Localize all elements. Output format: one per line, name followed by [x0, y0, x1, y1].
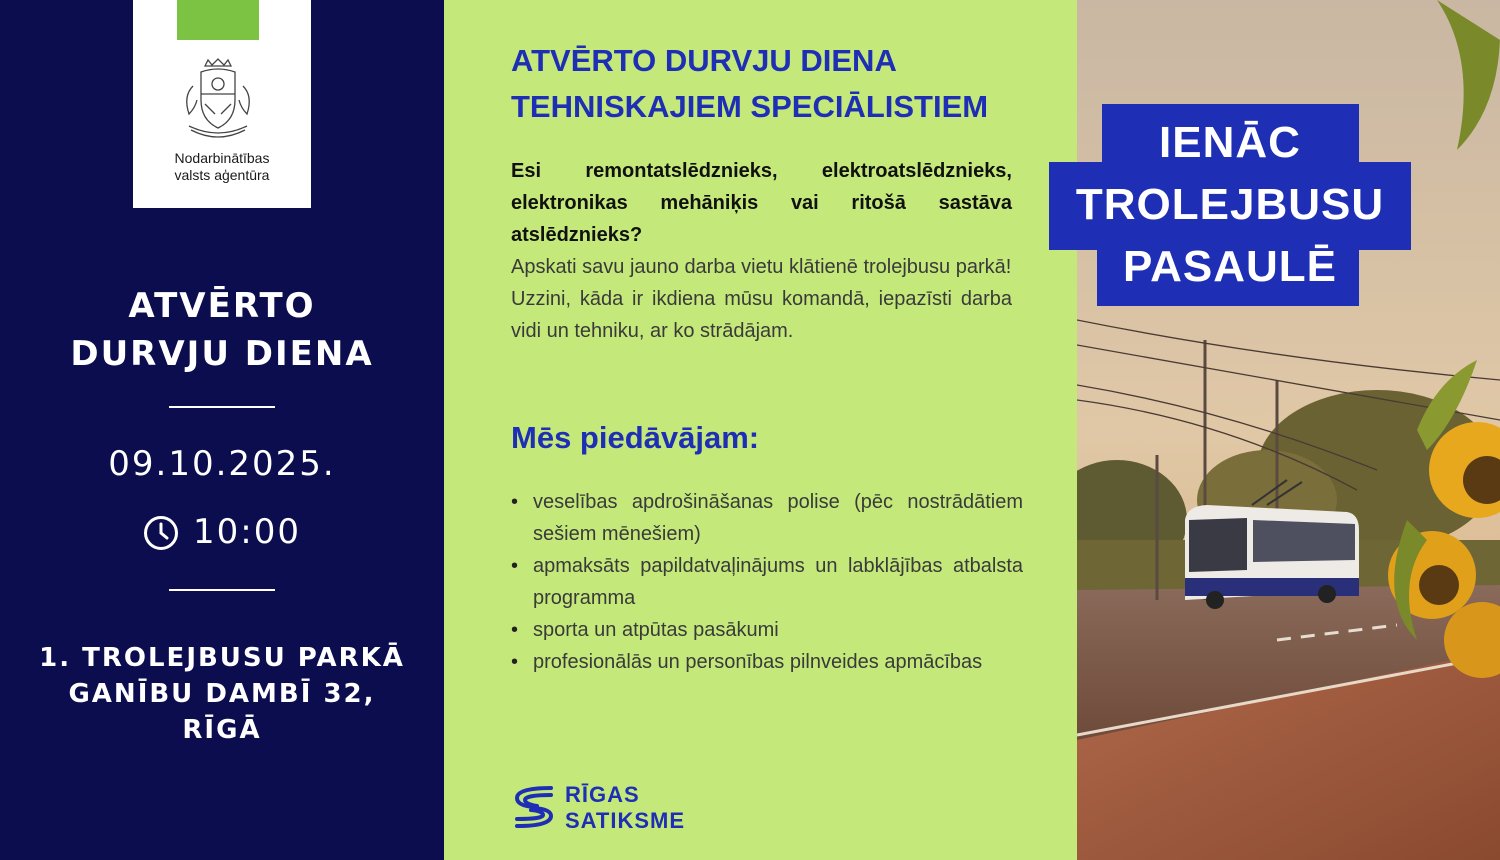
main-heading-line2: TEHNISKAJIEM SPECIĀLISTIEM: [511, 89, 989, 124]
description: [511, 155, 1012, 347]
company-logo: [511, 780, 711, 836]
description-paragraph-2: Uzzini, kāda ir ikdiena mūsu komandā, iepazīsti darba vidi un tehniku, ar ko strādājam.: [511, 288, 1012, 342]
banner-line3: PASAULĒ: [1123, 242, 1337, 291]
agency-logo: [133, 0, 311, 208]
logo-green-bar: [177, 0, 259, 40]
event-title-line1: ATVĒRTO: [128, 286, 316, 326]
company-name-line2: SATIKSME: [565, 808, 686, 833]
list-item: • sporta un atpūtas pasākumi: [511, 614, 1023, 646]
agency-name-line2: valsts aģentūra: [174, 167, 270, 183]
main-heading: [511, 38, 1071, 130]
event-time: [0, 512, 444, 552]
event-title-line2: DURVJU DIENA: [70, 334, 374, 374]
banner-text: [1049, 112, 1411, 298]
main-heading-line1: ATVĒRTO DURVJU DIENA: [511, 43, 897, 78]
divider-bottom: [169, 589, 275, 591]
agency-name: [133, 150, 311, 184]
headline-banner: [1049, 104, 1411, 306]
banner-line2: TROLEJBUSU: [1075, 180, 1385, 229]
left-panel: [0, 0, 444, 860]
list-item: • profesionālās un personības pilnveides apmācības: [511, 646, 1023, 678]
description-paragraph-1: Apskati savu jauno darba vietu klātienē trolejbusu parkā!: [511, 256, 1012, 278]
agency-name-line1: Nodarbinātības: [174, 150, 270, 166]
question-text: Esi remontatslēdznieks, elektroatslēdznieks, elektronikas mehāniķis vai ritošā sastāva atslēdznieks?: [511, 160, 1012, 246]
event-date: 09.10.2025.: [108, 444, 336, 484]
event-location-line2: GANĪBU DAMBĪ 32,: [68, 679, 376, 709]
event-location-line1: 1. TROLEJBUSU PARKĀ: [39, 643, 405, 673]
event-location-line3: RĪGĀ: [182, 715, 262, 745]
latvia-coat-of-arms-icon: [175, 56, 261, 142]
offer-heading: Mēs piedāvājam:: [511, 420, 760, 455]
event-time-text: 10:00: [193, 512, 301, 552]
middle-panel: [444, 0, 1077, 860]
offer-list: [511, 486, 1023, 678]
company-name-line1: RĪGAS: [565, 782, 640, 807]
clock-icon: [143, 515, 179, 551]
event-location: [0, 640, 444, 748]
company-name: [565, 782, 685, 834]
list-item: • veselības apdrošināšanas polise (pēc nostrādātiem sešiem mēnešiem): [511, 486, 1023, 550]
divider-top: [169, 406, 275, 408]
list-item: • apmaksāts papildatvaļinājums un labklājības atbalsta programma: [511, 550, 1023, 614]
event-title: [0, 282, 444, 378]
banner-line1: IENĀC: [1159, 118, 1301, 167]
rigas-satiksme-logo-icon: [511, 782, 557, 832]
